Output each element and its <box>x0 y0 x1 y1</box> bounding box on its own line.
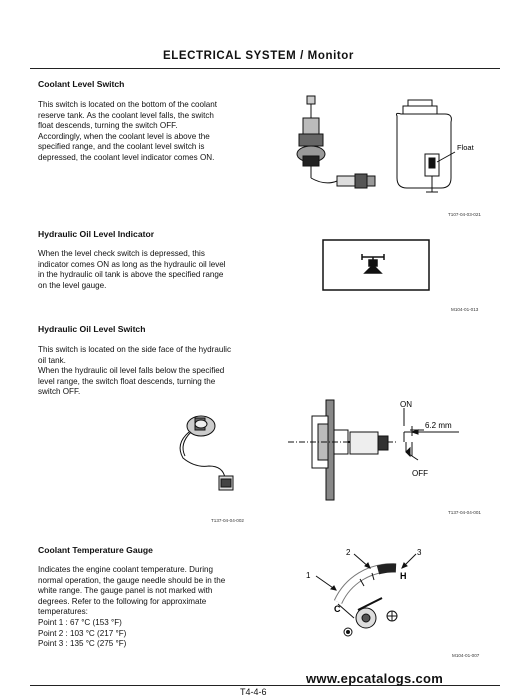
text-line: When the hydraulic oil level falls below the specified <box>38 366 225 376</box>
on-label: ON <box>400 400 412 409</box>
text-line: When the level check switch is depressed, this <box>38 249 205 258</box>
oil-level-switch-photo <box>165 408 255 504</box>
off-label: OFF <box>412 469 428 478</box>
text-line: switch OFF. <box>38 387 81 397</box>
section-body-coolant-level-switch <box>38 100 247 164</box>
section-body-hydraulic-oil-level-indicator <box>38 249 247 291</box>
figure-code: M104-01-007 <box>452 653 480 658</box>
text-line: Indicates the engine coolant temperature. During <box>38 565 214 574</box>
figure-code: M104-01-013 <box>451 307 479 312</box>
figure-code: T107-04-03-021 <box>448 212 481 217</box>
text-line: in the hydraulic oil tank is above the specified range <box>38 270 224 280</box>
coolant-level-switch-figure <box>285 92 485 220</box>
coolant-temperature-gauge-figure <box>298 546 448 646</box>
header-rule <box>30 68 500 69</box>
section-heading-coolant-temperature-gauge: Coolant Temperature Gauge <box>38 545 153 555</box>
watermark: www.epcatalogs.com <box>306 671 444 686</box>
text-line: Point 1 : 67 °C (153 °F) <box>38 617 122 627</box>
text-line: specified range, and the coolant level switch is <box>38 142 205 152</box>
text-line: on the level gauge. <box>38 280 107 290</box>
gauge-point-2-label: 2 <box>346 548 351 557</box>
text-line: degrees. Refer to the following for approximate <box>38 596 207 606</box>
text-line: Point 3 : 135 °C (275 °F) <box>38 639 127 649</box>
page-number: T4-4-6 <box>240 687 267 697</box>
text-line: Point 2 : 103 °C (217 °F) <box>38 628 127 638</box>
text-line: temperatures: <box>38 607 88 617</box>
text-line: depressed, the coolant level indicator comes ON. <box>38 152 215 162</box>
section-heading-hydraulic-oil-level-indicator: Hydraulic Oil Level Indicator <box>38 229 155 239</box>
text-line: level range, the switch float descends, turning the <box>38 376 216 386</box>
section-heading-coolant-level-switch: Coolant Level Switch <box>38 79 125 89</box>
text-line: Accordingly, when the coolant level is above the <box>38 131 210 141</box>
oil-level-switch-diagram <box>284 396 484 508</box>
page-title: ELECTRICAL SYSTEM / Monitor <box>162 50 355 62</box>
dimension-label: 6.2 mm <box>425 421 452 430</box>
gauge-cold-label: C <box>334 604 341 614</box>
gauge-hot-label: H <box>400 571 407 581</box>
gauge-point-3-label: 3 <box>417 548 422 557</box>
gauge-point-1-label: 1 <box>306 571 311 580</box>
text-line: white range. The gauge panel is not marked with <box>38 586 213 596</box>
section-body-hydraulic-oil-level-switch <box>38 345 247 398</box>
text-line: This switch is located on the bottom of the coolant <box>38 100 218 109</box>
section-heading-hydraulic-oil-level-switch: Hydraulic Oil Level Switch <box>38 324 146 334</box>
text-line: normal operation, the gauge needle should be in the <box>38 575 226 585</box>
hydraulic-oil-indicator-figure <box>322 239 430 291</box>
text-line: reserve tank. As the coolant level falls, the switch <box>38 110 214 120</box>
text-line: This switch is located on the side face of the hydraulic <box>38 345 232 354</box>
figure-code: T137-04-04-001 <box>448 510 481 515</box>
float-label: Float <box>457 143 474 152</box>
section-body-coolant-temperature-gauge <box>38 565 247 650</box>
text-line: indicator comes ON as long as the hydraulic oil level <box>38 259 226 269</box>
figure-code: T137-04-04-002 <box>211 518 244 523</box>
text-line: float descends, turning the switch OFF. <box>38 121 178 131</box>
text-line: oil tank. <box>38 355 66 365</box>
